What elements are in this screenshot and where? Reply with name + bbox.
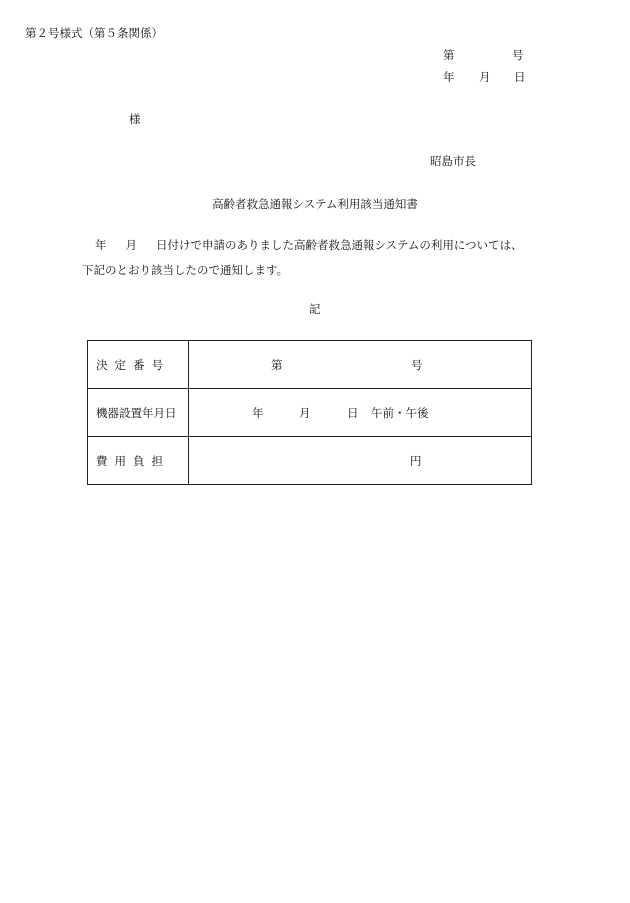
cost-unit: 円	[410, 454, 422, 468]
body-month: 月	[125, 238, 137, 252]
table-row	[88, 389, 532, 437]
form-label: 第２号様式（第５条関係）	[25, 26, 163, 40]
decision-number-prefix: 第	[271, 358, 283, 372]
body-paragraph	[82, 233, 542, 283]
table-row	[88, 341, 532, 389]
body-line-2: 下記のとおり該当したので通知します。	[82, 263, 289, 277]
install-month: 月	[299, 406, 311, 420]
decision-table	[87, 340, 532, 485]
install-ampm: 午前・午後	[371, 406, 429, 420]
doc-number-suffix: 号	[512, 48, 524, 62]
issue-date-day: 日	[514, 70, 526, 84]
table-row	[88, 437, 532, 485]
body-line-1	[82, 233, 542, 258]
row-value-cost	[189, 437, 532, 485]
row-label-install-date: 機器設置年月日	[88, 389, 189, 437]
body-line-1-rest: 日付けで申請のありました高齢者救急通報システムの利用については、	[156, 238, 523, 252]
row-value-decision-number	[189, 341, 532, 389]
addressee-suffix: 様	[129, 112, 141, 126]
ki-heading: 記	[309, 302, 321, 316]
row-label-decision-number: 決定番号	[88, 341, 189, 389]
row-value-install-date	[189, 389, 532, 437]
decision-number-suffix: 号	[411, 358, 423, 372]
issue-date-month: 月	[479, 70, 491, 84]
install-year: 年	[252, 406, 264, 420]
row-label-cost: 費用負担	[88, 437, 189, 485]
issuer: 昭島市長	[430, 154, 476, 168]
doc-number-prefix: 第	[443, 48, 455, 62]
document-title: 高齢者救急通報システム利用該当通知書	[212, 197, 418, 211]
body-year: 年	[95, 238, 107, 252]
install-day: 日	[347, 406, 359, 420]
issue-date-year: 年	[443, 70, 455, 84]
